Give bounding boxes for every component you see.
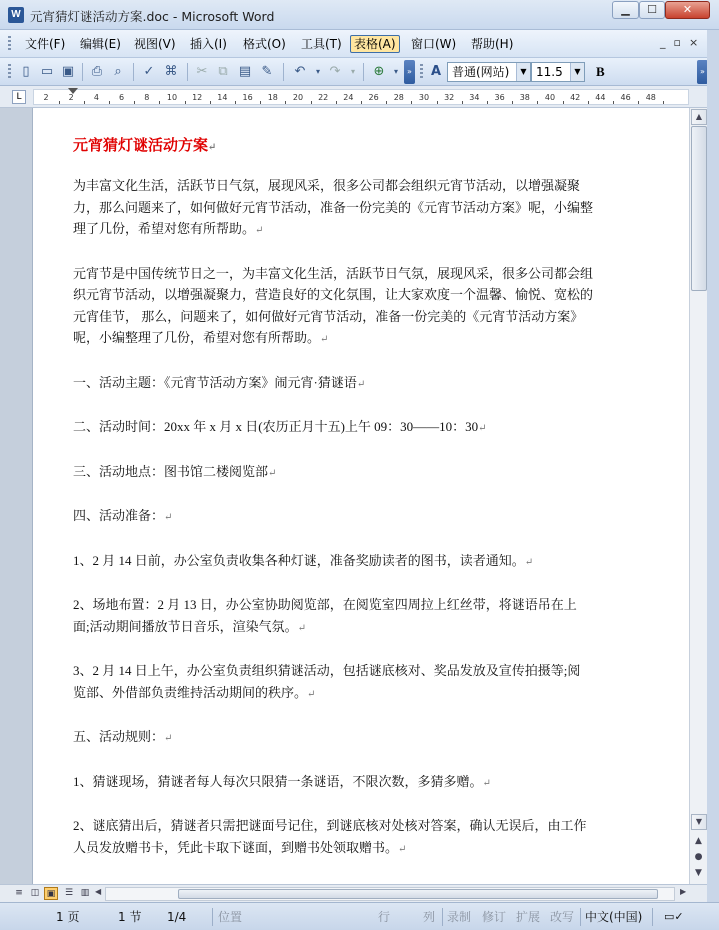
- ruler-number: 6: [119, 93, 125, 102]
- horizontal-scroll-thumb[interactable]: [178, 889, 658, 899]
- font-size-select[interactable]: [531, 62, 585, 82]
- print-layout-view-icon[interactable]: ▣: [44, 887, 58, 900]
- paragraph-mark: ↵: [524, 556, 534, 568]
- status-rec[interactable]: 录制: [447, 910, 472, 924]
- paragraph-mark: ↵: [268, 467, 277, 479]
- paragraph-mark: ↵: [320, 334, 329, 345]
- paragraph-mark: ↵: [398, 843, 407, 855]
- toolbar-grip[interactable]: [8, 64, 11, 80]
- style-select[interactable]: [447, 62, 531, 82]
- research-icon[interactable]: ⌘: [164, 64, 178, 79]
- toolbar: [0, 58, 719, 86]
- first-line-indent-marker[interactable]: [68, 88, 78, 94]
- maximize-button[interactable]: ☐: [639, 1, 665, 19]
- close-button[interactable]: ✕: [665, 1, 710, 19]
- ruler-number: 32: [444, 93, 455, 102]
- spelling-status-icon[interactable]: ▭✓: [664, 910, 684, 923]
- document-paragraph[interactable]: [73, 771, 593, 795]
- status-separator: [580, 908, 581, 926]
- ruler-tick: [210, 101, 211, 104]
- toolbar-separator: [82, 63, 83, 81]
- ruler-tick: [638, 101, 639, 104]
- paragraph-mark: ↵: [297, 622, 307, 634]
- select-browse-object-icon[interactable]: ●: [694, 852, 703, 862]
- status-ovr[interactable]: 改写: [550, 910, 575, 924]
- ruler-tick: [311, 101, 312, 104]
- undo-dropdown-icon[interactable]: ▾: [315, 67, 320, 76]
- status-bar: [0, 902, 719, 930]
- format-toolbar-chevron[interactable]: »: [697, 60, 708, 84]
- ruler-number: 46: [620, 93, 631, 102]
- ruler-number: 30: [418, 93, 430, 102]
- paragraph-text: 四、活动准备：: [73, 508, 165, 523]
- ruler-tick: [361, 101, 362, 104]
- ruler-tick: [512, 101, 513, 104]
- ruler-tick: [285, 101, 286, 104]
- status-page: 1 页: [56, 910, 80, 924]
- new-document-icon[interactable]: ▯: [22, 64, 30, 79]
- ruler-tick: [537, 101, 538, 104]
- redo-dropdown-icon[interactable]: ▾: [350, 67, 355, 76]
- paragraph-text: 元宵节是中国传统节日之一，为丰富文化生活，活跃节日气氛，展现风采，很多公司都会组织元宵节活动，以增强凝聚力，营造良好的文化氛围，让大家欢度一个温馨、愉悦、宽松的元宵佳节， 那么，问题来了，如何做好元宵节活动，准备一份完美的《元宵节活动方案》呢，小编整理了几份，希望对您有所帮助。: [73, 265, 594, 345]
- toolbar-separator: [283, 63, 284, 81]
- ruler-tick: [109, 101, 110, 104]
- format-painter-icon[interactable]: ✎: [261, 64, 273, 79]
- hyperlink-dropdown-icon[interactable]: ▾: [393, 67, 398, 76]
- menu-tools[interactable]: 工具(T): [301, 37, 342, 51]
- scroll-left-arrow-icon[interactable]: ◀: [95, 887, 102, 896]
- ruler-number: 2: [43, 93, 49, 102]
- previous-page-icon[interactable]: ▲: [695, 836, 702, 846]
- ruler-tick: [159, 101, 160, 104]
- toolbar-separator: [133, 63, 134, 81]
- document-area[interactable]: [33, 108, 689, 884]
- paragraph-text: 三、活动地点：图书馆二楼阅览部: [73, 463, 269, 479]
- paragraph-mark: ↵: [164, 512, 173, 523]
- ruler-number: 48: [645, 93, 656, 102]
- document-paragraph[interactable]: [73, 505, 593, 529]
- paragraph-text: 一、活动主题：《元宵节活动方案》闹元宵·猜谜语: [73, 374, 357, 390]
- paragraph-text: 1、猜谜现场，猜谜者每人每次只限猜一条谜语，不限次数，多猜多赠。: [73, 773, 483, 789]
- view-and-hscroll-row: [0, 884, 707, 902]
- ruler-tick: [185, 101, 186, 104]
- reading-layout-view-icon[interactable]: ▥: [80, 888, 90, 898]
- print-icon[interactable]: ⎙: [91, 64, 103, 79]
- ruler-number: 38: [519, 93, 530, 102]
- ruler-scale: [33, 89, 689, 105]
- page-gutter: [0, 108, 33, 884]
- document-paragraph[interactable]: [73, 461, 593, 485]
- undo-icon[interactable]: ↶: [294, 64, 306, 79]
- ruler-number: 28: [393, 93, 404, 102]
- paragraph-text: 3、2 月 14 日上午，办公室负责组织猜谜活动，包括谜底核对、奖品发放及宣传拍摄等;阅览部、外借部负责维持活动期间的秩序。: [73, 663, 581, 700]
- horizontal-ruler[interactable]: [0, 86, 719, 108]
- next-page-icon[interactable]: ▼: [695, 868, 702, 878]
- toolbar-separator: [187, 63, 188, 81]
- outline-view-icon[interactable]: ☰: [64, 888, 74, 898]
- save-icon[interactable]: ▣: [61, 64, 75, 79]
- paragraph-mark: ↵: [478, 423, 487, 434]
- open-folder-icon[interactable]: ▭: [40, 64, 54, 79]
- ruler-tick: [588, 101, 589, 104]
- paragraph-text: 1、2 月 14 日前，办公室负责收集各种灯谜，准备奖励读者的图书，读者通知。: [73, 552, 525, 568]
- word-doc-icon[interactable]: W: [8, 7, 24, 23]
- status-column: 列: [423, 910, 436, 924]
- paragraph-mark: ↵: [255, 225, 264, 236]
- ruler-number: 36: [494, 93, 505, 102]
- document-paragraph[interactable]: [73, 416, 593, 440]
- toolbar-separator: [363, 63, 364, 81]
- scroll-right-arrow-icon[interactable]: ▶: [680, 887, 687, 896]
- cut-icon[interactable]: ✂: [196, 64, 208, 79]
- document-title: 元宵猜灯谜活动方案↵: [73, 138, 217, 154]
- document-paragraph[interactable]: [73, 815, 593, 860]
- horizontal-scrollbar[interactable]: [105, 887, 675, 901]
- status-ext[interactable]: 扩展: [516, 910, 541, 924]
- scroll-down-arrow-icon[interactable]: ▼: [691, 814, 707, 830]
- ruler-tick: [411, 101, 412, 104]
- ruler-number: 4: [93, 93, 99, 102]
- paragraph-mark: ↵: [356, 378, 366, 390]
- menu-edit[interactable]: 编辑(E): [80, 37, 121, 51]
- spelling-icon[interactable]: ✓: [143, 64, 155, 79]
- ruler-tick: [563, 101, 564, 104]
- ruler-number: 42: [570, 93, 581, 102]
- ruler-number: 26: [368, 93, 379, 102]
- ruler-number: 24: [343, 93, 354, 102]
- document-paragraph[interactable]: [73, 263, 593, 351]
- hyperlink-icon[interactable]: ⊕: [373, 64, 385, 79]
- document-paragraph[interactable]: [73, 594, 593, 639]
- vertical-scrollbar[interactable]: [689, 108, 707, 884]
- status-trk[interactable]: 修订: [482, 910, 507, 924]
- ruler-number: 10: [166, 93, 178, 102]
- scroll-up-arrow-icon[interactable]: ▲: [691, 109, 707, 125]
- copy-icon[interactable]: ⧉: [218, 64, 228, 79]
- document-window-controls[interactable]: _▫×: [660, 36, 707, 49]
- ruler-tick: [613, 101, 614, 104]
- format-toolbar-grip[interactable]: [420, 64, 423, 80]
- ruler-number: 2: [68, 93, 74, 102]
- paragraph-mark: ↵: [482, 777, 491, 789]
- paragraph-text: 2、场地布置：2 月 13 日，办公室协助阅览部，在阅览室四周拉上红丝带，将谜语吊在上面;活动期间播放节日音乐，渲染气氛。: [73, 597, 577, 634]
- vertical-scroll-thumb[interactable]: [691, 126, 707, 291]
- document-paragraph[interactable]: [73, 372, 593, 396]
- chevron-down-icon[interactable]: ▼: [516, 63, 530, 81]
- paragraph-text: 二、活动时间：20xx 年 x 月 x 日(农历正月十五)上午 09：30——10：30: [73, 419, 479, 434]
- ruler-number: 34: [469, 93, 480, 102]
- ruler-tick: [487, 101, 488, 104]
- normal-view-icon[interactable]: ≡: [15, 888, 23, 898]
- ruler-number: 22: [318, 93, 329, 102]
- paragraph-mark: ↵: [164, 733, 173, 744]
- window-title: 元宵猜灯谜活动方案.doc - Microsoft Word: [30, 9, 275, 24]
- ruler-number: 14: [217, 93, 228, 102]
- tab-selector[interactable]: L: [12, 90, 26, 104]
- ruler-tick: [84, 101, 85, 104]
- document-paragraph[interactable]: [73, 550, 593, 574]
- redo-icon[interactable]: ↷: [329, 64, 341, 79]
- menu-view[interactable]: 视图(V): [134, 37, 176, 51]
- ruler-tick: [59, 101, 60, 104]
- document-paragraph[interactable]: [73, 175, 593, 242]
- menu-help[interactable]: 帮助(H): [471, 37, 514, 51]
- font-size-value: 11.5: [536, 65, 563, 79]
- ruler-number: 18: [267, 93, 278, 102]
- document-paragraph[interactable]: [73, 726, 593, 750]
- ruler-tick: [235, 101, 236, 104]
- ruler-number: 8: [144, 93, 150, 102]
- bold-button[interactable]: B: [596, 64, 605, 79]
- menu-window[interactable]: 窗口(W): [411, 37, 457, 51]
- menu-grip[interactable]: [8, 36, 11, 52]
- ruler-tick: [462, 101, 463, 104]
- ruler-tick: [437, 101, 438, 104]
- status-position: 位置: [218, 910, 243, 924]
- status-page-of: 1/4: [167, 910, 187, 924]
- ruler-number: 12: [192, 93, 203, 102]
- paragraph-text: 五、活动规则：: [73, 729, 165, 744]
- document-paragraph[interactable]: [73, 660, 593, 705]
- ruler-tick: [386, 101, 387, 104]
- menu-table[interactable]: 表格(A): [350, 35, 400, 53]
- menu-insert[interactable]: 插入(I): [190, 37, 227, 51]
- menu-bar: [0, 30, 719, 58]
- paragraph-mark: ↵: [307, 688, 316, 700]
- ruler-number: 40: [544, 93, 556, 102]
- menu-file[interactable]: 文件(F): [25, 37, 66, 51]
- paste-icon[interactable]: ▤: [238, 64, 252, 79]
- status-line: 行: [378, 910, 391, 924]
- title-bar: [0, 0, 719, 30]
- print-preview-icon[interactable]: ⌕: [114, 64, 122, 79]
- status-separator: [212, 908, 213, 926]
- web-layout-view-icon[interactable]: ◫: [30, 888, 40, 898]
- chevron-down-icon[interactable]: ▼: [570, 63, 584, 81]
- ruler-number: 44: [595, 93, 606, 102]
- ruler-tick: [260, 101, 261, 104]
- minimize-button[interactable]: ▁: [612, 1, 639, 19]
- ruler-number: 20: [292, 93, 304, 102]
- style-select-value: 普通(网站): [452, 65, 510, 79]
- status-language: 中文(中国): [585, 910, 643, 924]
- document-body[interactable]: [73, 134, 593, 884]
- menu-format[interactable]: 格式(O): [243, 37, 286, 51]
- status-separator: [652, 908, 653, 926]
- paragraph-text: 为丰富文化生活，活跃节日气氛，展现风采，很多公司都会组织元宵节活动，以增强凝聚力，那么问题来了，如何做好元宵节活动，准备一份完美的《元宵节活动方案》呢，小编整理了几份，希望对您有所帮助。: [73, 178, 594, 236]
- ruler-number: 16: [242, 93, 253, 102]
- status-section: 1 节: [118, 910, 142, 924]
- ruler-tick: [134, 101, 135, 104]
- window-frame-right: [707, 30, 719, 930]
- toolbar-options-chevron[interactable]: »: [404, 60, 415, 84]
- styles-formatting-icon[interactable]: A: [430, 64, 442, 79]
- ruler-tick: [663, 101, 664, 104]
- status-separator: [442, 908, 443, 926]
- ruler-tick: [336, 101, 337, 104]
- paragraph-text: 2、谜底猜出后，猜谜者只需把谜面号记住，到谜底核对处核对答案，确认无误后，由工作人员发放赠书卡，凭此卡取下谜面，到赠书处领取赠书。: [73, 818, 587, 855]
